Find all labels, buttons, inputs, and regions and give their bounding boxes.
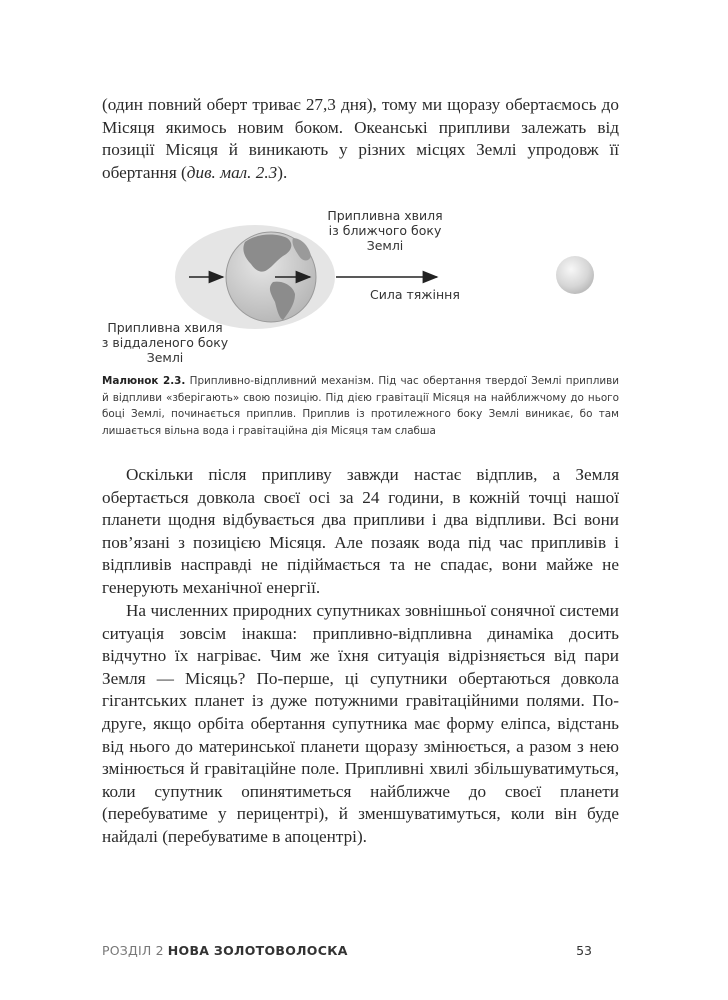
chapter-number: РОЗДІЛ 2 xyxy=(102,943,164,958)
tidal-figure xyxy=(95,200,625,370)
page-number: 53 xyxy=(576,943,592,958)
label-near-line: Припливна хвиля xyxy=(327,208,443,223)
label-far-line: з віддаленого боку xyxy=(101,335,229,350)
paragraph-intro-end: ). xyxy=(277,162,288,182)
caption-label: Малюнок 2.3. xyxy=(102,375,186,387)
paragraph-moons xyxy=(102,600,619,849)
paragraph-intro-text: (один повний оберт триває 27,3 дня), тому ми щоразу обертаємось до Місяця якимось новим боком. Океанські припливи залежать від позиції Місяця й виникають у різних місцях Землі упродовж її обертання ( xyxy=(102,95,619,182)
moon xyxy=(556,256,594,294)
figure-reference: див. мал. 2.3 xyxy=(186,162,278,182)
label-far-line: Землі xyxy=(146,350,184,365)
page-footer xyxy=(102,943,592,958)
chapter-title: НОВА ЗОЛОТОВОЛОСКА xyxy=(167,943,348,958)
paragraph-tides xyxy=(102,464,619,600)
label-far-line: Припливна хвиля xyxy=(107,320,223,335)
paragraph-moons-text: На численних природних супутниках зовнішньої сонячної системи ситуація зовсім інакша: припливно-відпливна динаміка досить відчутно їх нагріває. Чим же їхня ситуація відрізняється від пари Земля — Місяць? По-перше, ці супутники обертаються довкола гігантських планет із дуже потужними гравітаційними полями. По-друге, якщо орбіта обертання супутника має форму еліпса, відстань від нього до материнської планети щоразу змінюється, а разом з нею змінюється й гравітаційне поле. Припливні хвилі збільшуватимуться, коли супутник опинятиметься найближче до своєї планети (перебуватиме у перицентрі), й зменшуватимуться, коли він буде найдалі (перебуватиме в апоцентрі). xyxy=(102,601,619,846)
label-near-line: із ближчого боку xyxy=(328,223,442,238)
paragraph-intro xyxy=(102,94,619,184)
caption-text: Припливно-відпливний механізм. Під час обертання твердої Землі припливи й відпливи «зберігають» свою позицію. Під дією гравітації Місяця на найближчому до нього боці Землі, починається приплив. Приплив із протилежного боку Землі виникає, бо там лишається вільна вода і гравітаційна дія Місяця там слабша xyxy=(102,375,620,437)
figure-caption xyxy=(102,373,619,439)
paragraph-tides-text: Оскільки після припливу завжди настає відплив, а Земля обертається довкола своєї осі за 24 години, в кожній точці нашої планети щодня відбувається два припливи і два відпливи. Всі вони пов’язані з позицією Місяця. Але позаяк вода під час припливів і відпливів насправді не підіймається та не спадає, вони майже не генерують механічної енергії. xyxy=(102,465,619,597)
label-near-line: Землі xyxy=(366,238,404,253)
label-near-side-wave xyxy=(320,208,450,253)
label-gravity: Сила тяжіння xyxy=(370,287,460,302)
running-head xyxy=(102,943,348,958)
label-far-side-wave xyxy=(95,320,235,365)
